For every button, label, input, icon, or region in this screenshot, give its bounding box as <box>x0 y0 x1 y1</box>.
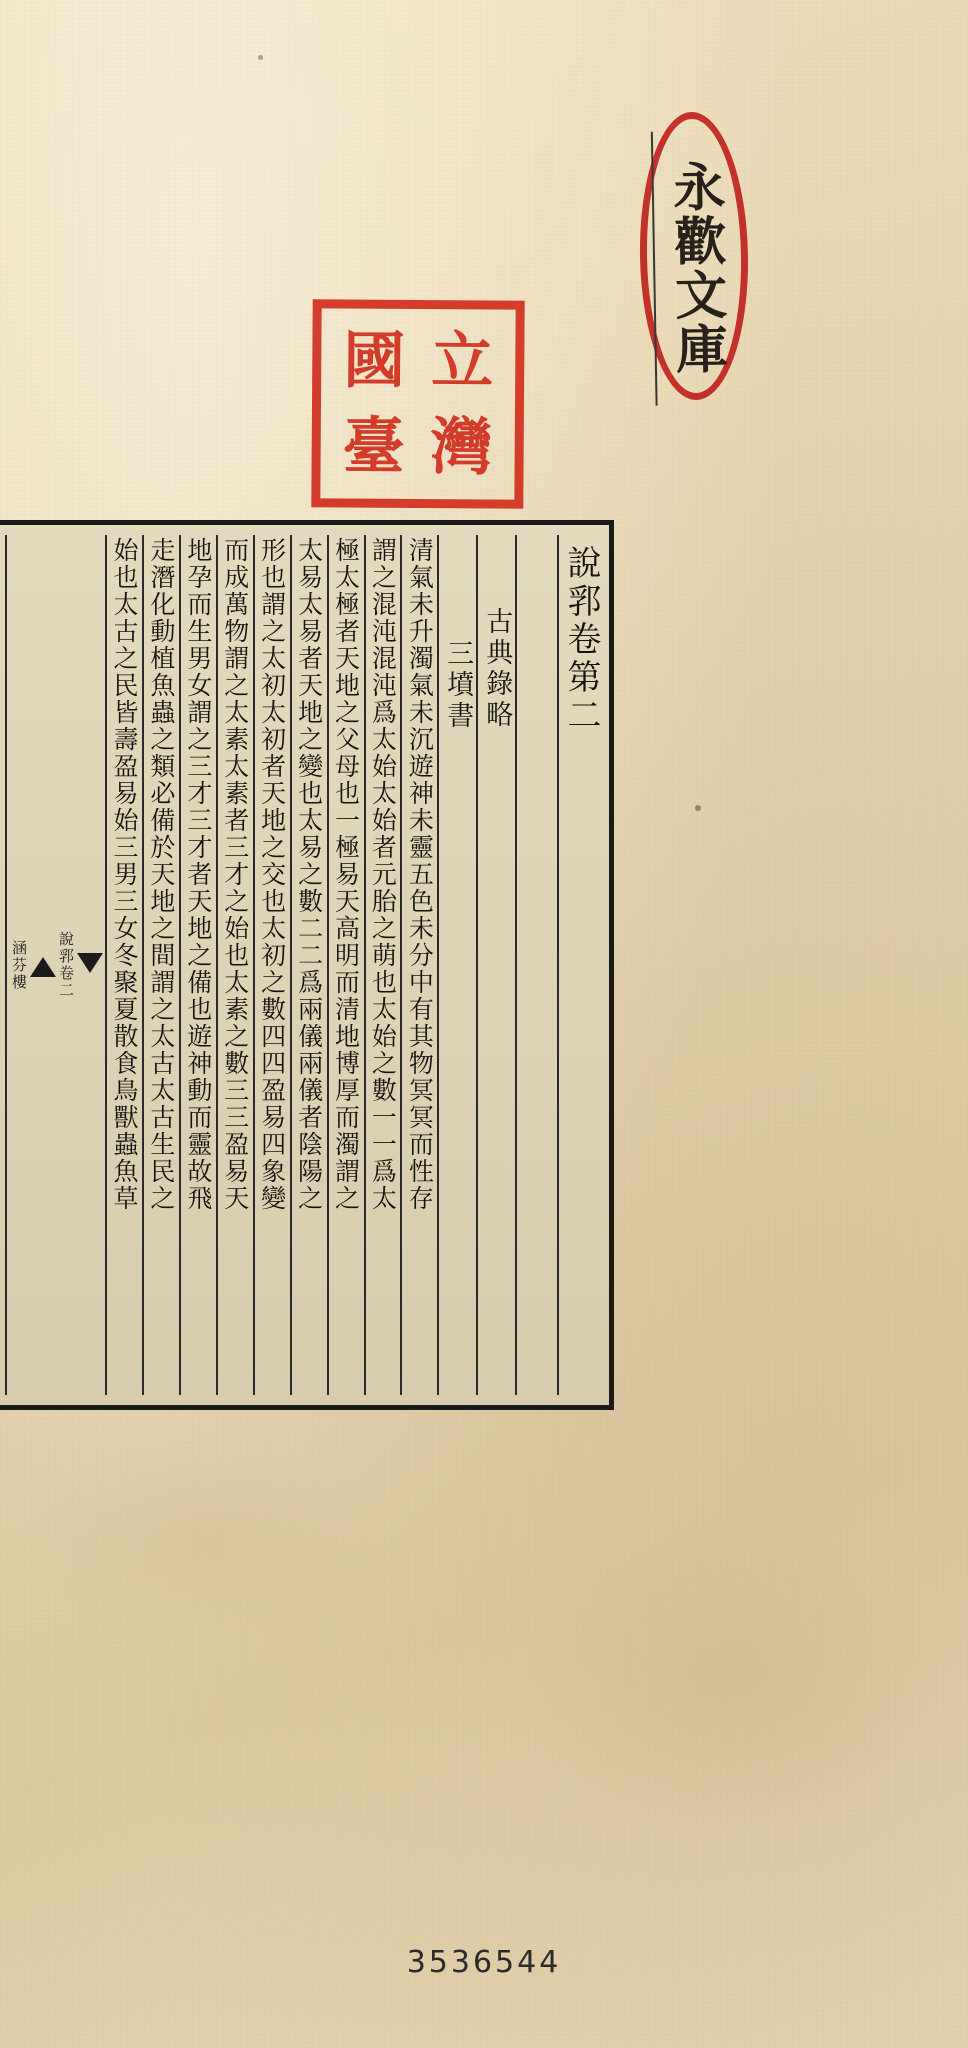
text-column: 走潛化動植魚蟲之類必備於天地之間謂之太古太古生民之 <box>142 535 179 1395</box>
text-column: 地孕而生男女謂之三才三才者天地之備也遊神動而靈故飛 <box>179 535 216 1395</box>
square-seal-characters <box>329 317 506 490</box>
square-seal-char: 灣 <box>430 410 493 484</box>
volume-title: 說郛卷第二 <box>557 535 603 1395</box>
fishtail-icon <box>77 953 103 973</box>
center-fold-marker <box>5 535 105 1395</box>
text-column: 清氣未升濁氣未沉遊神未靈五色未分中有其物冥冥而性存 <box>400 535 437 1395</box>
ruled-blank-column <box>515 535 557 1395</box>
fold-marker-bottom-text: 涵芬樓 <box>10 939 29 991</box>
square-seal-char: 立 <box>431 324 494 398</box>
text-column: 而成萬物謂之太素太素者三才之始也太素之數三三盈易天 <box>216 535 253 1395</box>
text-column: 始也太古之民皆壽盈易始三男三女冬聚夏散食鳥獸蟲魚草 <box>105 535 142 1395</box>
oval-collection-seal <box>637 111 750 401</box>
paper-speck <box>695 805 701 811</box>
square-library-seal <box>311 299 524 508</box>
section-heading: 古典錄略 <box>476 535 515 1395</box>
oval-seal-text: 永歡文庫 <box>651 130 738 405</box>
paper-stain <box>10 1440 390 1640</box>
text-column: 謂之混沌混沌爲太始太始者元胎之萌也太始之數一一爲太 <box>364 535 401 1395</box>
paper-stain <box>520 1520 940 1840</box>
text-column: 太易太易者天地之變也太易之數二二爲兩儀兩儀者陰陽之 <box>290 535 327 1395</box>
text-column: 形也謂之太初太初者天地之交也太初之數四四盈易四象變 <box>253 535 290 1395</box>
fold-marker-top-text: 說郛卷二 <box>57 931 76 999</box>
catalog-number: 3536544 <box>406 1945 562 1980</box>
square-seal-char: 臺 <box>342 409 405 483</box>
paper-stain <box>80 60 380 190</box>
square-seal-char: 國 <box>343 323 406 397</box>
paper-speck <box>258 55 263 60</box>
printed-text-block <box>0 520 614 1410</box>
work-title: 三墳書 <box>437 535 476 1395</box>
fishtail-icon <box>30 957 56 977</box>
text-column: 極太極者天地之父母也一極易天高明而清地博厚而濁謂之 <box>327 535 364 1395</box>
